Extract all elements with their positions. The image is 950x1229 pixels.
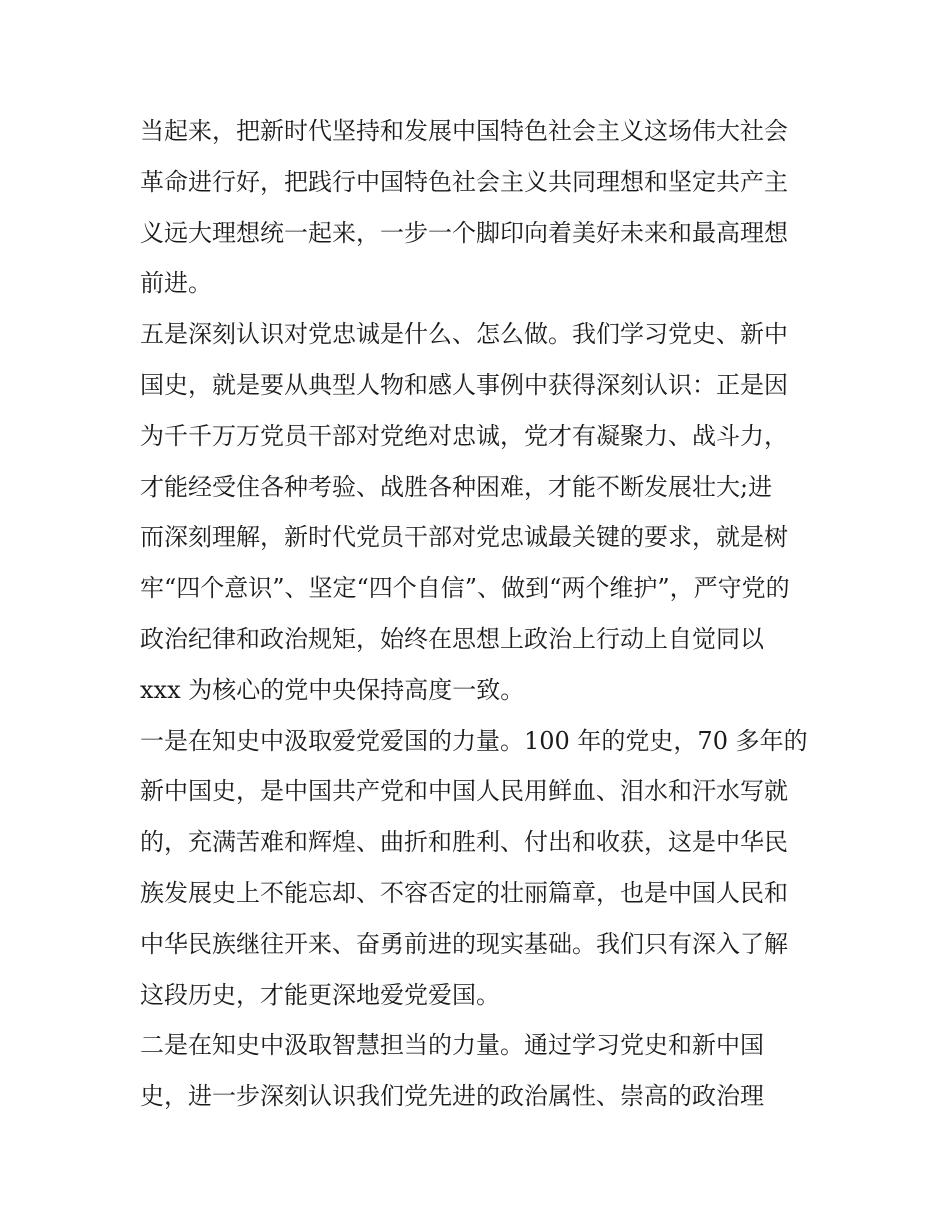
text-line: xxx 为核心的党中央保持高度一致。: [140, 675, 525, 704]
text-line: 中华民族继往开来、奋勇前进的现实基础。我们只有深入了解: [140, 929, 788, 958]
text-line: 这段历史，才能更深地爱党爱国。: [140, 980, 500, 1009]
text-line: 义远大理想统一起来，一步一个脚印向着美好未来和最高理想: [140, 218, 788, 247]
text-line: 国史，就是要从典型人物和感人事例中获得深刻认识：正是因: [140, 370, 788, 399]
text-line: 牢“四个意识”、坚定“四个自信”、做到“两个维护”，严守党的: [140, 574, 790, 603]
text-line: 政治纪律和政治规矩，始终在思想上政治上行动上自觉同以: [140, 624, 764, 653]
text-line: 五是深刻认识对党忠诚是什么、怎么做。我们学习党史、新中: [140, 320, 788, 349]
document-body: [140, 106, 820, 1122]
text-line: 族发展史上不能忘却、不容否定的壮丽篇章，也是中国人民和: [140, 878, 788, 907]
text-line: 而深刻理解，新时代党员干部对党忠诚最关键的要求，就是树: [140, 523, 788, 552]
text-line: 二是在知史中汲取智慧担当的力量。通过学习党史和新中国: [140, 1031, 764, 1060]
text-line: 前进。: [140, 269, 212, 298]
text-line: 新中国史，是中国共产党和中国人民用鲜血、泪水和汗水写就: [140, 777, 788, 806]
text-line: 才能经受住各种考验、战胜各种困难，才能不断发展壮大;进: [140, 472, 773, 501]
text-line: 当起来，把新时代坚持和发展中国特色社会主义这场伟大社会: [140, 117, 788, 145]
paragraph-4: [140, 1020, 820, 1122]
text-line: 史，进一步深刻认识我们党先进的政治属性、崇高的政治理: [140, 1082, 764, 1111]
paragraph-2: [140, 309, 820, 715]
paragraph-3: [140, 716, 820, 1021]
paragraph-1: [140, 106, 820, 309]
text-line: 一是在知史中汲取爱党爱国的力量。100 年的党史，70 多年的: [140, 726, 808, 755]
text-line: 革命进行好，把践行中国特色社会主义共同理想和坚定共产主: [140, 167, 788, 196]
text-line: 的，充满苦难和辉煌、曲折和胜利、付出和收获，这是中华民: [140, 828, 788, 857]
text-line: 为千千万万党员干部对党绝对忠诚，党才有凝聚力、战斗力，: [140, 421, 788, 450]
